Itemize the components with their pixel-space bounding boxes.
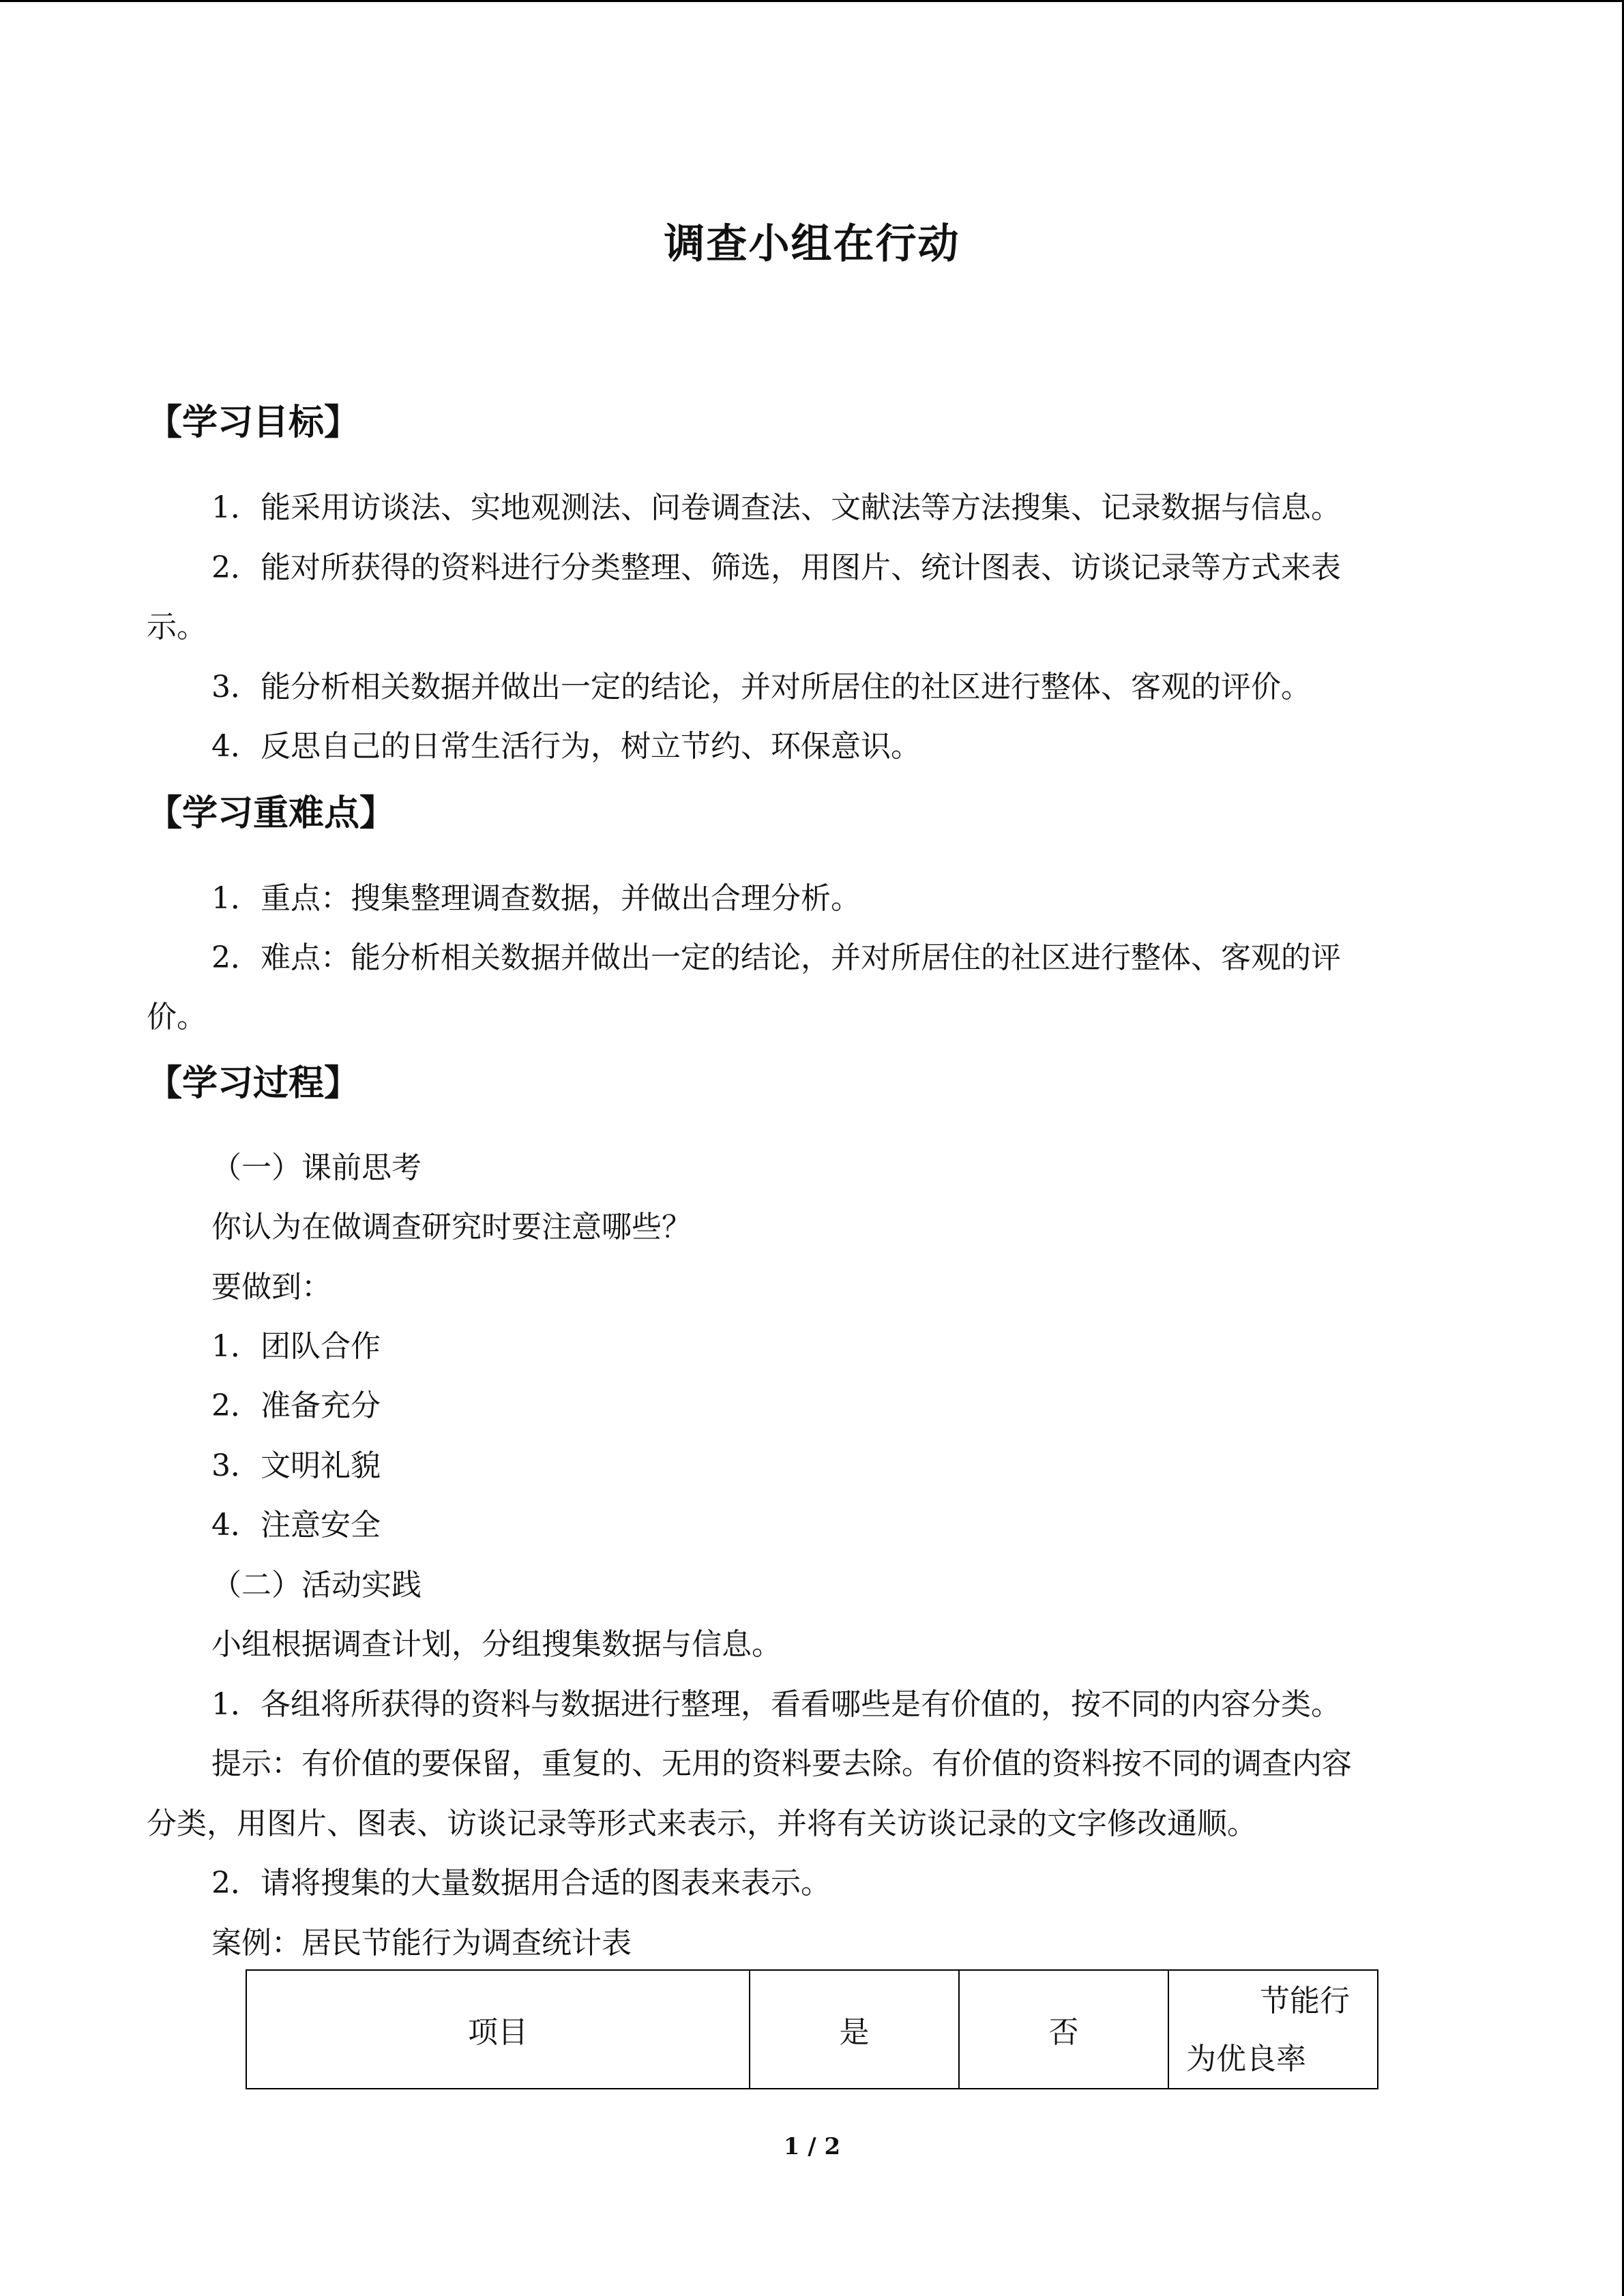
process-subheading-1: （一）课前思考 bbox=[211, 1150, 422, 1185]
page-number: 1 / 2 bbox=[783, 2133, 841, 2160]
objective-item-4: 4．反思自己的日常生活行为，树立节约、环保意识。 bbox=[211, 729, 921, 764]
key-point-item-2: 2．难点：能分析相关数据并做出一定的结论，并对所居住的社区进行整体、客观的评 bbox=[211, 940, 1341, 975]
page-title: 调查小组在行动 bbox=[664, 220, 960, 268]
table-row bbox=[246, 1970, 1378, 2089]
objective-item-3: 3．能分析相关数据并做出一定的结论，并对所居住的社区进行整体、客观的评价。 bbox=[211, 670, 1311, 704]
process-subheading-2: （二）活动实践 bbox=[211, 1568, 422, 1602]
table-header-yes: 是 bbox=[750, 1970, 959, 2089]
table-caption: 案例：居民节能行为调查统计表 bbox=[211, 1926, 632, 1960]
list-item: 3．文明礼貌 bbox=[211, 1448, 381, 1483]
table-header-no: 否 bbox=[959, 1970, 1168, 2089]
process-tip: 提示：有价值的要保留，重复的、无用的资料要去除。有价值的资料按不同的调查内容 bbox=[211, 1746, 1352, 1781]
list-item: 1．团队合作 bbox=[211, 1329, 381, 1364]
table-header-item: 项目 bbox=[246, 1970, 750, 2089]
key-point-item-1: 1．重点：搜集整理调查数据，并做出合理分析。 bbox=[211, 881, 861, 916]
objective-item-2-cont: 示。 bbox=[147, 610, 207, 644]
key-point-item-2-cont: 价。 bbox=[147, 1000, 207, 1034]
page-border-top bbox=[0, 0, 1624, 2]
objective-item-2: 2．能对所获得的资料进行分类整理、筛选，用图片、统计图表、访谈记录等方式来表 bbox=[211, 550, 1341, 585]
section-heading-process: 【学习过程】 bbox=[147, 1063, 360, 1104]
process-text: 小组根据调查计划，分组搜集数据与信息。 bbox=[211, 1627, 782, 1662]
process-text: 2．请将搜集的大量数据用合适的图表来表示。 bbox=[211, 1866, 831, 1900]
rate-header-line2: 为优良率 bbox=[1186, 2042, 1306, 2076]
rate-header-line1: 节能行 bbox=[1260, 1984, 1350, 2018]
process-text: 要做到： bbox=[211, 1270, 331, 1304]
process-tip-cont: 分类，用图片、图表、访谈记录等形式来表示，并将有关访谈记录的文字修改通顺。 bbox=[147, 1806, 1257, 1841]
process-text: 1．各组将所获得的资料与数据进行整理，看看哪些是有价值的，按不同的内容分类。 bbox=[211, 1687, 1341, 1722]
process-question: 你认为在做调查研究时要注意哪些？ bbox=[211, 1210, 692, 1244]
list-item: 4．注意安全 bbox=[211, 1508, 381, 1542]
energy-survey-table bbox=[246, 1969, 1378, 2089]
table-header-rate bbox=[1168, 1970, 1378, 2089]
section-heading-key-points: 【学习重难点】 bbox=[147, 793, 396, 834]
objective-item-1: 1．能采用访谈法、实地观测法、问卷调查法、文献法等方法搜集、记录数据与信息。 bbox=[211, 490, 1341, 525]
section-heading-objectives: 【学习目标】 bbox=[147, 402, 360, 443]
list-item: 2．准备充分 bbox=[211, 1388, 381, 1423]
